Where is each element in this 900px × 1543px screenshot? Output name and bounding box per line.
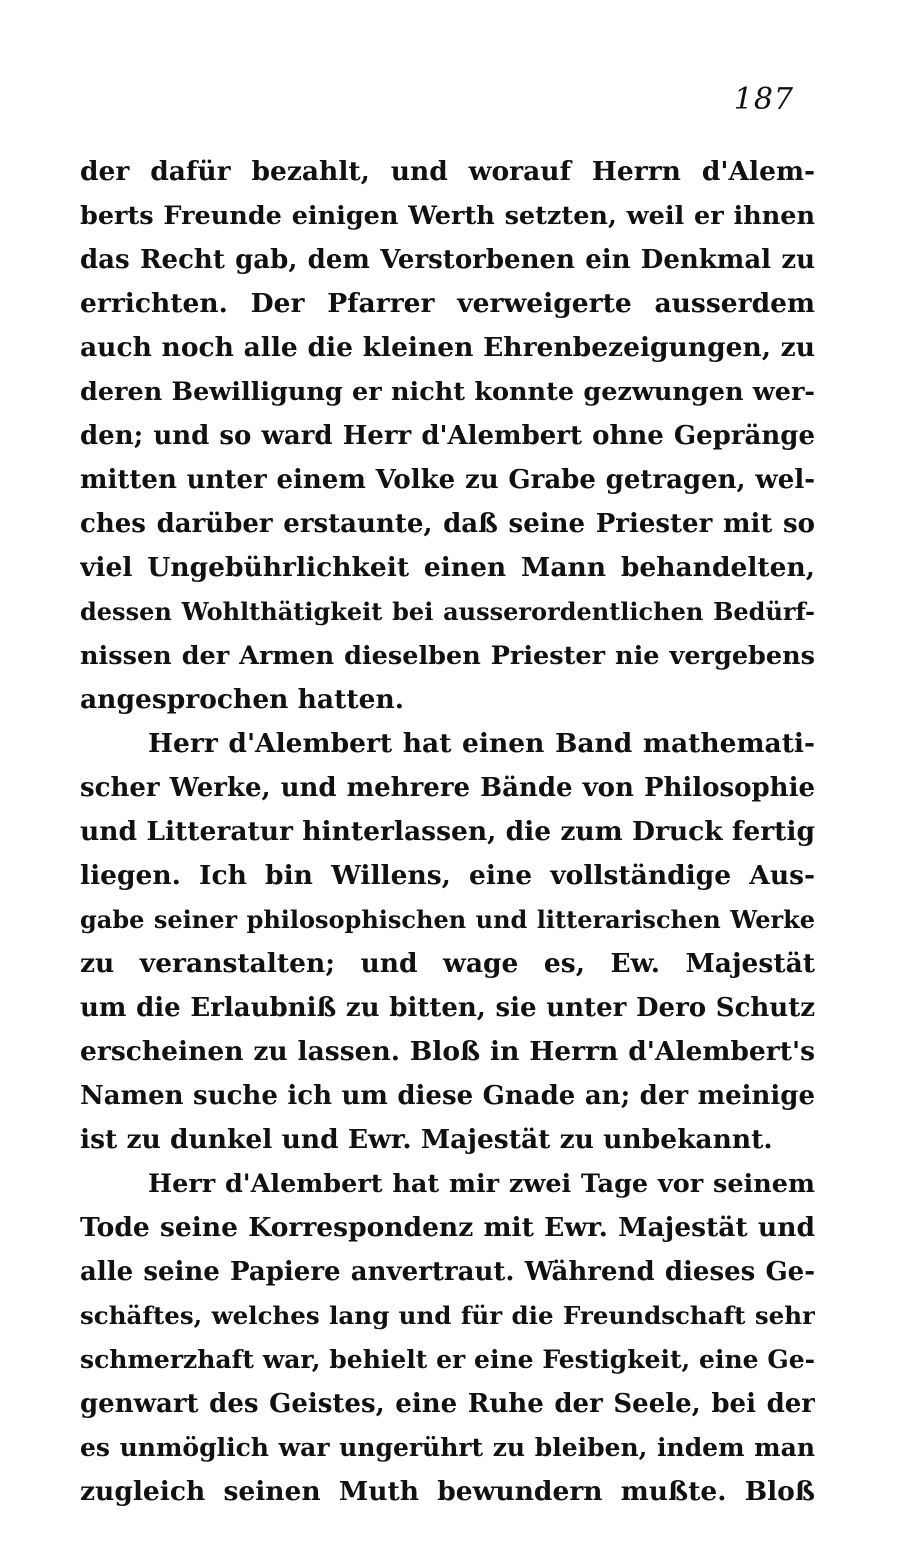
text-line: erscheinen zu lassen. Bloß in Herrn d'Alembert's bbox=[80, 1036, 815, 1067]
text-line: zu veranstalten; und wage es, Ew. Majestät bbox=[80, 948, 815, 979]
text-line: ches darüber erstaunte, daß seine Priester mit so bbox=[80, 509, 815, 539]
paragraph-3 bbox=[80, 1162, 815, 1514]
text-line: dessen Wohlthätigkeit bei ausserordentlichen Bedürf- bbox=[80, 597, 815, 626]
text-line: das Recht gab, dem Verstorbenen ein Denkmal zu bbox=[80, 245, 815, 275]
text-line: nissen der Armen dieselben Priester nie vergebens bbox=[80, 641, 815, 671]
text-line: liegen. Ich bin Willens, eine vollständige Aus- bbox=[80, 860, 815, 891]
text-line: Tode seine Korrespondenz mit Ewr. Majestät und bbox=[80, 1212, 815, 1243]
text-line: auch noch alle die kleinen Ehrenbezeigungen, zu bbox=[80, 332, 815, 363]
body-text bbox=[80, 150, 815, 1514]
text-line: berts Freunde einigen Werth setzten, weil er ihnen bbox=[80, 201, 815, 231]
text-line: errichten. Der Pfarrer verweigerte ausserdem bbox=[80, 288, 815, 319]
text-line: es unmöglich war ungerührt zu bleiben, indem man bbox=[80, 1433, 815, 1462]
text-line: deren Bewilligung er nicht konnte gezwungen wer- bbox=[80, 377, 815, 407]
paragraph-2 bbox=[80, 722, 815, 1162]
text-line: viel Ungebührlichkeit einen Mann behandelten, bbox=[80, 552, 815, 583]
text-line: Namen suche ich um diese Gnade an; der meinige bbox=[80, 1081, 815, 1111]
text-line: den; und so ward Herr d'Alembert ohne Gepränge bbox=[80, 421, 815, 451]
text-line: genwart des Geistes, eine Ruhe der Seele, bei der bbox=[80, 1389, 815, 1419]
text-line: zugleich seinen Muth bewundern mußte. Bloß bbox=[80, 1476, 815, 1507]
text-line: schäftes, welches lang und für die Freundschaft sehr bbox=[80, 1301, 815, 1330]
text-line: schmerzhaft war, behielt er eine Festigkeit, eine Ge- bbox=[80, 1345, 815, 1374]
text-line: der dafür bezahlt, und worauf Herrn d'Alem- bbox=[80, 156, 815, 187]
text-line: und Litteratur hinterlassen, die zum Druck fertig bbox=[80, 816, 815, 847]
text-line: um die Erlaubniß zu bitten, sie unter Dero Schutz bbox=[80, 993, 815, 1023]
page-number: 187 bbox=[733, 82, 794, 117]
text-line: ist zu dunkel und Ewr. Majestät zu unbekannt. bbox=[80, 1124, 773, 1155]
text-line: gabe seiner philosophischen und litterarischen Werke bbox=[80, 905, 815, 934]
text-line: scher Werke, und mehrere Bände von Philosophie bbox=[80, 773, 815, 803]
text-line: Herr d'Alembert hat einen Band mathemati- bbox=[148, 728, 815, 759]
text-line: alle seine Papiere anvertraut. Während dieses Ge- bbox=[80, 1257, 815, 1287]
text-line: angesprochen hatten. bbox=[80, 684, 404, 715]
paragraph-1 bbox=[80, 150, 815, 722]
text-line: mitten unter einem Volke zu Grabe getragen, wel- bbox=[80, 465, 815, 495]
text-line: Herr d'Alembert hat mir zwei Tage vor seinem bbox=[148, 1169, 815, 1199]
